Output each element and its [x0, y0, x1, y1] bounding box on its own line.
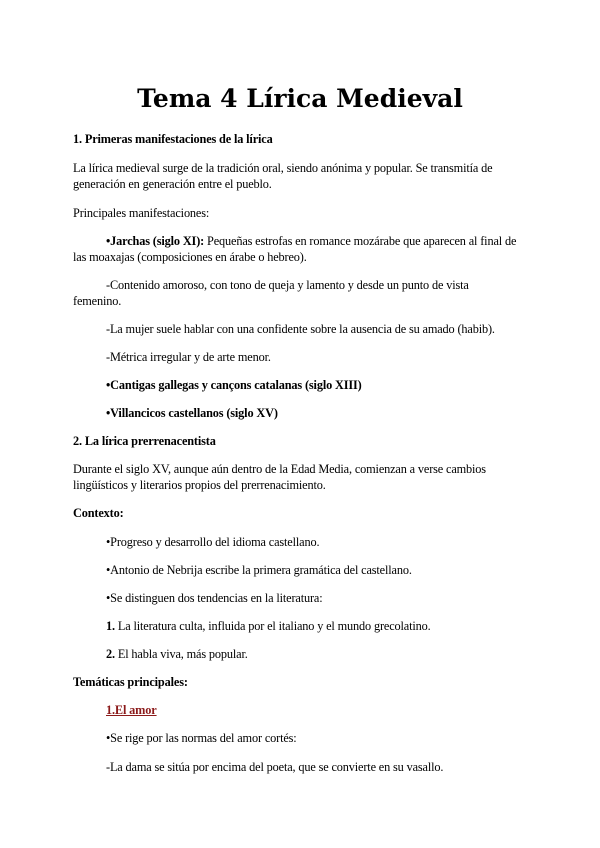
- amor-heading-line: [106, 702, 533, 718]
- s1-intro-line-1: La lírica medieval surge de la tradición oral, siendo anónima y popular. Se transmitía de: [73, 161, 493, 175]
- s1-intro-line-2: generación en generación entre el pueblo.: [73, 177, 272, 191]
- section-2-heading: 2. La lírica prerrenacentista: [73, 434, 216, 448]
- page-title: Tema 4 Lírica Medieval: [137, 84, 463, 113]
- cantigas-line: •Cantigas gallegas y cançons catalanas (siglo XIII): [106, 378, 362, 392]
- amoroso-line-2: femenino.: [73, 294, 122, 308]
- tendencia-2-number: 2.: [106, 647, 115, 661]
- cortes-line: •Se rige por las normas del amor cortés:: [106, 731, 297, 745]
- contexto-label: Contexto:: [73, 506, 124, 520]
- jarchas-line-2: las moaxajas (composiciones en árabe o hebreo).: [73, 250, 307, 264]
- tendencia-1-text: La literatura culta, influida por el italiano y el mundo grecolatino.: [114, 619, 431, 633]
- jarchas-desc: Pequeñas estrofas en romance mozárabe que aparecen al final de: [204, 234, 517, 248]
- nebrija-line: •Antonio de Nebrija escribe la primera gramática del castellano.: [106, 563, 412, 577]
- tematicas-label: Temáticas principales:: [73, 675, 188, 689]
- s2-intro-line-2: lingüísticos y literarios propios del prerrenacimiento.: [73, 478, 326, 492]
- tendencia-2-line: [106, 646, 533, 662]
- progreso-line: •Progreso y desarrollo del idioma castellano.: [106, 535, 320, 549]
- principales-label: Principales manifestaciones:: [73, 206, 210, 220]
- tendencias-line: •Se distinguen dos tendencias en la literatura:: [106, 591, 323, 605]
- jarchas-line-1: [106, 233, 533, 249]
- tendencia-1-line: [106, 618, 533, 634]
- metrica-line: -Métrica irregular y de arte menor.: [106, 350, 271, 364]
- s2-intro-line-1: Durante el siglo XV, aunque aún dentro de la Edad Media, comienzan a verse cambios: [73, 462, 486, 476]
- tendencia-2-text: El habla viva, más popular.: [114, 647, 248, 661]
- tendencia-1-number: 1.: [106, 619, 115, 633]
- section-1-heading: 1. Primeras manifestaciones de la lírica: [73, 132, 273, 146]
- jarchas-term: •Jarchas (siglo XI):: [106, 234, 205, 248]
- amor-heading: 1.El amor: [106, 703, 157, 717]
- amoroso-line-1: -Contenido amoroso, con tono de queja y lamento y desde un punto de vista: [106, 278, 469, 292]
- dama-line: -La dama se sitúa por encima del poeta, que se convierte en su vasallo.: [106, 760, 444, 774]
- mujer-line: -La mujer suele hablar con una confidente sobre la ausencia de su amado (habib).: [106, 322, 495, 336]
- villancicos-line: •Villancicos castellanos (siglo XV): [106, 406, 278, 420]
